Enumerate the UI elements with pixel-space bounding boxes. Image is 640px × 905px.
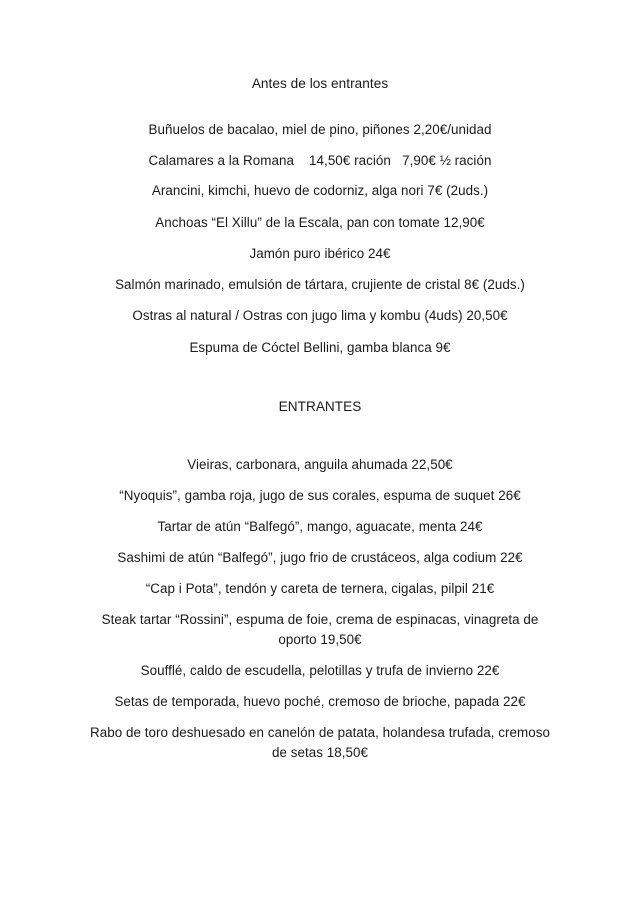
menu-item: Arancini, kimchi, huevo de codorniz, alga nori 7€ (2uds.) [151, 183, 489, 198]
menu-item: Tartar de atún “Balfegó”, mango, aguacate, menta 24€ [157, 519, 483, 534]
menu-item: Jamón puro ibérico 24€ [249, 246, 391, 261]
section-title-starters-before: Antes de los entrantes [251, 76, 389, 91]
menu-item: Sashimi de atún “Balfegó”, jugo frio de crustáceos, alga codium 22€ [117, 550, 523, 565]
menu-item: Buñuelos de bacalao, miel de pino, piñones 2,20€/unidad [148, 122, 492, 137]
menu-item: Anchoas “El Xillu” de la Escala, pan con tomate 12,90€ [155, 215, 485, 230]
menu-item: “Cap i Pota”, tendón y careta de ternera, cigalas, pilpil 21€ [145, 581, 495, 596]
menu-item: “Nyoquis”, gamba roja, jugo de sus corales, espuma de suquet 26€ [119, 488, 521, 503]
menu-item: Setas de temporada, huevo poché, cremoso de brioche, papada 22€ [114, 694, 526, 709]
menu-item: Vieiras, carbonara, anguila ahumada 22,50€ [187, 457, 453, 472]
menu-item: Calamares a la Romana 14,50€ ración 7,90€ ½ ración [148, 153, 492, 168]
menu-item: Soufflé, caldo de escudella, pelotillas y trufa de invierno 22€ [140, 663, 500, 678]
menu-item: Rabo de toro deshuesado en canelón de patata, holandesa trufada, cremoso de setas 18,50€ [90, 725, 550, 760]
section-title-starters: ENTRANTES [278, 399, 362, 414]
menu-item: Espuma de Cóctel Bellini, gamba blanca 9€ [189, 340, 451, 355]
menu-item: Salmón marinado, emulsión de tártara, crujiente de cristal 8€ (2uds.) [115, 277, 525, 292]
menu-item: Ostras al natural / Ostras con jugo lima y kombu (4uds) 20,50€ [132, 308, 508, 323]
menu-item: Steak tartar “Rossini”, espuma de foie, crema de espinacas, vinagreta de oporto 19,50€ [101, 612, 539, 647]
